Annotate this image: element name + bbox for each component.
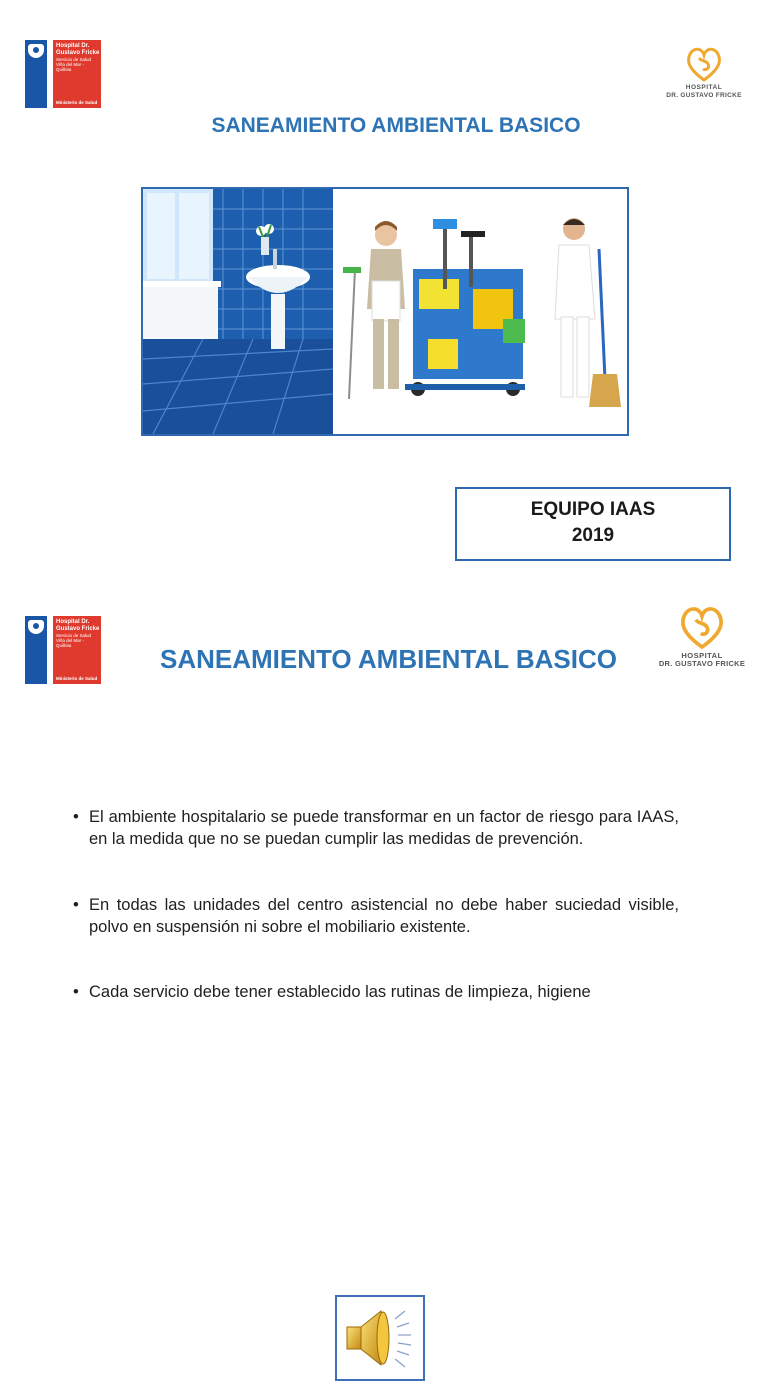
bullet-item: • El ambiente hospitalario se puede transformar en un factor de riesgo para IAAS, en la medida que no se puedan cumplir las medidas de prevención. [73, 808, 679, 848]
team-name: EQUIPO IAAS [530, 499, 656, 520]
slide-1 [0, 0, 768, 580]
slide-title: SANEAMIENTO AMBIENTAL BASICO [211, 114, 581, 137]
bullet-item: • En todas las unidades del centro asistencial no debe haber suciedad visible, polvo en suspensión ni sobre el mobiliario existente. [73, 896, 679, 936]
hospital-logo-line1: HOSPITAL [685, 84, 723, 91]
cleaning-illustration [141, 187, 629, 436]
hospital-fricke-logo [662, 42, 746, 100]
gov-logo-name: Hospital Dr. Gustavo Fricke [56, 43, 100, 56]
hospital-fricke-logo [656, 600, 748, 668]
gov-logo-subtitle: Servicio de Salud Viña del Mar - Quillota [56, 633, 92, 648]
government-hospital-logo [25, 616, 101, 684]
government-hospital-logo [25, 40, 101, 108]
hospital-logo-line2: DR. GUSTAVO FRICKE [666, 92, 742, 99]
gov-logo-ministry: Ministerio de Salud [56, 100, 98, 105]
gov-logo-ministry: Ministerio de Salud [56, 676, 98, 681]
team-year: 2019 [571, 525, 615, 546]
hospital-logo-line1: HOSPITAL [681, 651, 723, 660]
speaker-icon [337, 1297, 423, 1379]
fricke-heart-logo-icon [674, 600, 730, 652]
gov-logo-name: Hospital Dr. Gustavo Fricke [56, 619, 100, 632]
bullet-text: El ambiente hospitalario se puede transformar en un factor de riesgo para IAAS, en la medida que no se puedan cumplir las medidas de prevención. [89, 808, 679, 848]
slide-title: SANEAMIENTO AMBIENTAL BASICO [160, 644, 617, 674]
team-box [455, 487, 731, 561]
bullet-item: • Cada servicio debe tener establecido las rutinas de limpieza, higiene [73, 983, 591, 1001]
fricke-heart-logo-icon [682, 42, 726, 84]
bullet-list [73, 806, 679, 1003]
hospital-logo-line2: DR. GUSTAVO FRICKE [658, 659, 746, 668]
audio-speaker-button[interactable] [335, 1295, 425, 1381]
gov-logo-subtitle: Servicio de Salud Viña del Mar - Quillota [56, 57, 92, 72]
bullet-text: En todas las unidades del centro asistencial no debe haber suciedad visible, polvo en suspensión ni sobre el mobiliario existente. [89, 896, 679, 936]
bullet-text: Cada servicio debe tener establecido las rutinas de limpieza, higiene [89, 983, 591, 1001]
